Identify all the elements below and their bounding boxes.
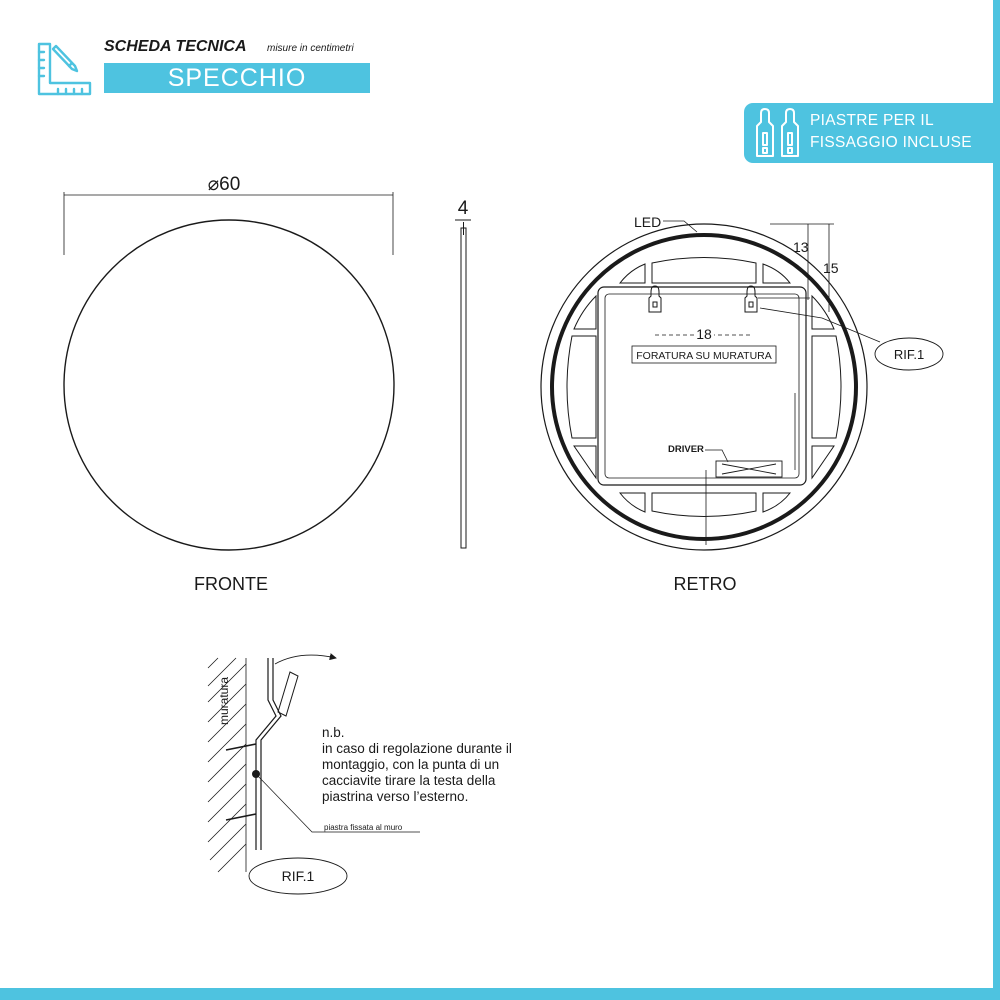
driver-box <box>716 461 782 477</box>
rib-top-left <box>620 264 645 283</box>
note-line-5: piastrina verso l’esterno. <box>322 789 469 804</box>
dim-13-label: 13 <box>793 239 809 255</box>
mirror-back-outline <box>541 224 867 550</box>
rib-right-center <box>812 336 841 438</box>
adjust-direction-arrow <box>275 655 336 664</box>
mirror-front-outline <box>64 220 394 550</box>
wall-label: muratura <box>217 676 231 725</box>
thickness-label: 4 <box>457 198 469 219</box>
rib-bottom-right <box>763 493 790 512</box>
diameter-label: ⌀60 <box>207 174 241 195</box>
note-line-4: cacciavite tirare la testa della <box>322 773 496 788</box>
badge-line-1: PIASTRE PER IL <box>810 112 934 129</box>
badge-line-2: FISSAGGIO INCLUSE <box>810 134 972 151</box>
rib-left-center <box>567 336 596 438</box>
detail-view <box>208 655 512 894</box>
rif-leader <box>760 308 880 342</box>
dim-18-label: 18 <box>696 326 712 342</box>
rib-bottom-left <box>620 493 645 512</box>
back-frame-panel <box>598 287 806 485</box>
back-view <box>541 214 943 594</box>
detail-note <box>322 725 512 804</box>
led-label: LED <box>634 214 662 230</box>
front-view <box>64 174 394 594</box>
rif-label: RIF.1 <box>893 347 925 362</box>
note-line-3: montaggio, con la punta di un <box>322 757 500 772</box>
drilling-label: FORATURA SU MURATURA <box>636 350 772 362</box>
back-caption: RETRO <box>673 574 737 594</box>
mounting-plate-right <box>745 286 757 312</box>
side-view <box>455 198 471 548</box>
plate-label: piastra fissata al muro <box>324 823 403 832</box>
front-caption: FRONTE <box>194 574 268 594</box>
units-note: misure in centimetri <box>267 43 354 54</box>
led-leader <box>663 221 697 232</box>
product-name: SPECCHIO <box>167 64 307 92</box>
plate-profile-inner <box>261 658 281 850</box>
mounting-plate-left <box>649 286 661 312</box>
rib-top-center <box>652 258 756 284</box>
sheet-title: SCHEDA TECNICA <box>104 38 247 55</box>
detail-rif-label: RIF.1 <box>281 868 315 884</box>
dim-15-label: 15 <box>823 260 839 276</box>
note-line-1: n.b. <box>322 725 345 740</box>
note-line-2: in caso di regolazione durante il <box>322 741 512 756</box>
rib-top-right <box>763 264 790 283</box>
plate-head-open <box>278 672 298 716</box>
rib-bottom-center <box>652 493 756 517</box>
driver-label: DRIVER <box>668 444 704 455</box>
driver-leader <box>705 450 728 462</box>
mirror-side-profile <box>461 228 466 548</box>
